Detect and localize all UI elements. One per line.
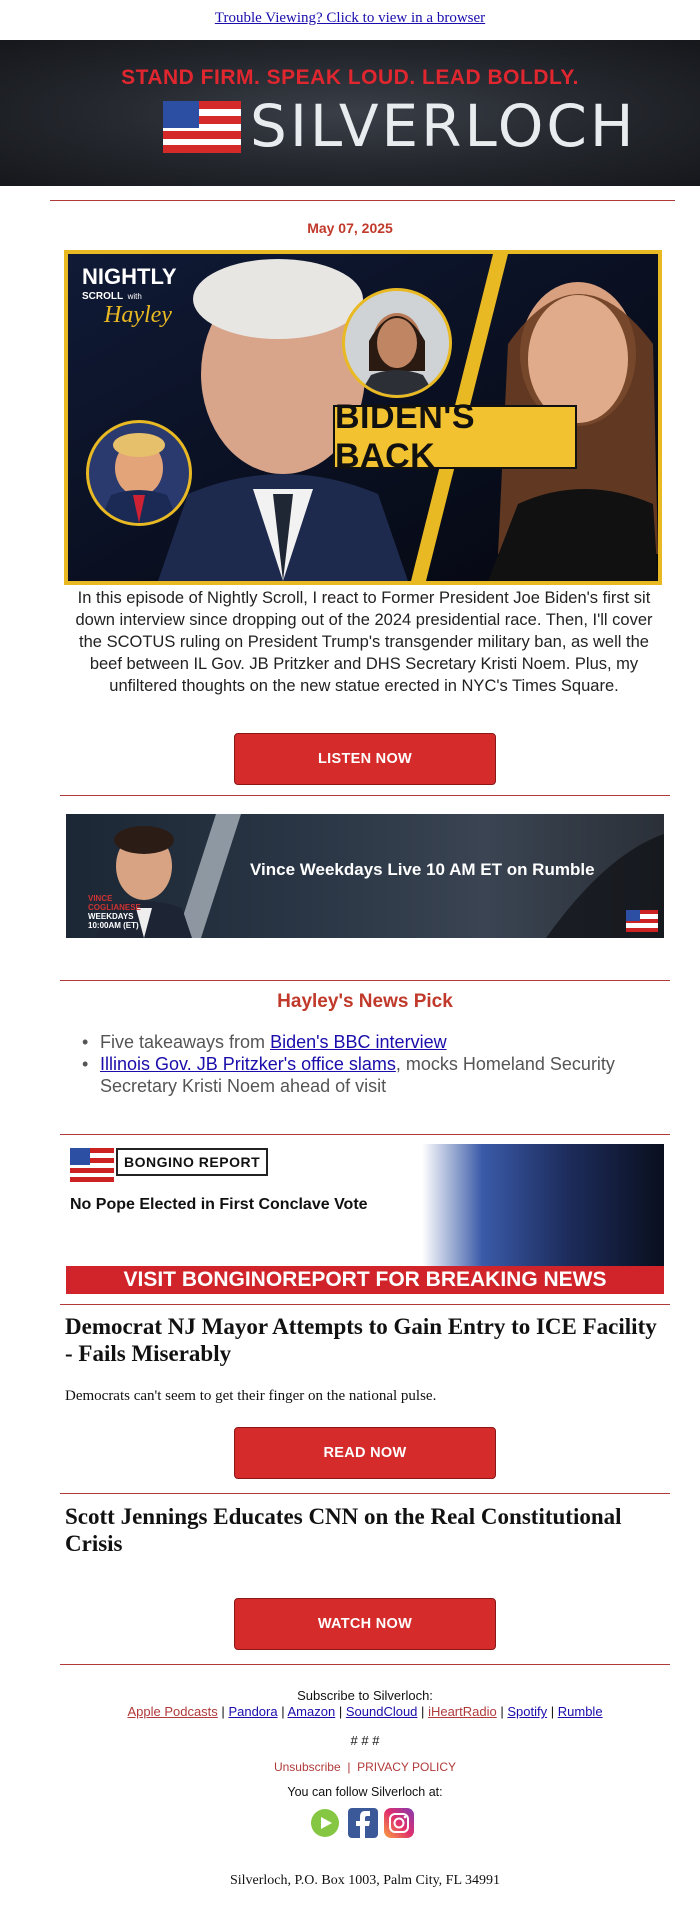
header-banner	[0, 40, 700, 186]
separator: |	[500, 1704, 504, 1719]
vince-small-time-1: WEEKDAYS	[88, 912, 134, 921]
instagram-icon[interactable]	[384, 1808, 414, 1843]
privacy-policy-link[interactable]: PRIVACY POLICY	[357, 1760, 457, 1774]
show-logo-line1: NIGHTLY	[82, 264, 177, 289]
platform-links	[0, 1704, 700, 1719]
separator: |	[421, 1704, 425, 1719]
news-pick-item	[78, 1031, 648, 1053]
separator: |	[550, 1704, 555, 1719]
vince-banner-text: Vince Weekdays Live 10 AM ET on Rumble	[250, 860, 595, 879]
follow-label: You can follow Silverloch at:	[287, 1785, 443, 1799]
iheartradio-link[interactable]: iHeartRadio	[428, 1704, 497, 1719]
vince-rumble-banner[interactable]	[66, 814, 664, 938]
bongino-logo: BONGINO REPORT	[116, 1148, 268, 1176]
trump-portrait	[86, 420, 192, 526]
separator: |	[221, 1704, 225, 1719]
brand-wordmark: SILVERLOCH	[250, 92, 637, 160]
bongino-report-banner[interactable]	[66, 1144, 664, 1294]
header-tagline: STAND FIRM. SPEAK LOUD. LEAD BOLDLY.	[121, 66, 579, 89]
issue-date: May 07, 2025	[307, 220, 393, 236]
vince-small-name-1: VINCE	[88, 894, 113, 903]
show-logo-with: with	[127, 292, 142, 301]
listen-now-button[interactable]: LISTEN NOW	[234, 733, 496, 785]
biden-bbc-link[interactable]: Biden's BBC interview	[270, 1032, 447, 1052]
rumble-link[interactable]: Rumble	[557, 1704, 603, 1719]
pandora-link[interactable]: Pandora	[228, 1704, 278, 1719]
episode-hero-image[interactable]	[64, 250, 662, 585]
separator: |	[281, 1704, 285, 1719]
legal-links: Unsubscribe | PRIVACY POLICY	[273, 1760, 457, 1774]
us-flag-icon	[163, 101, 241, 153]
show-logo	[82, 266, 192, 326]
news-pick-list	[78, 1031, 648, 1097]
watch-now-button[interactable]: WATCH NOW	[234, 1598, 496, 1650]
news-pick-suffix: , mocks Homeland Security Secretary Kristi Noem ahead of visit	[100, 1054, 615, 1096]
harris-portrait	[342, 288, 452, 398]
article1-title[interactable]: Democrat NJ Mayor Attempts to Gain Entry to ICE Facility - Fails Miserably	[65, 1314, 657, 1366]
episode-description: In this episode of Nightly Scroll, I react to Former President Joe Biden's first sit down interview since dropping out of the 2024 presidential race. Then, I'll cover the SCOTUS ruling on President Trump's transgender military ban, as well the beef between IL Gov. JB Pritzker and DHS Secretary Kristi Noem. Plus, my unfiltered thoughts on the new statue erected in NYC's Times Square.	[75, 589, 653, 695]
biden-back-label: BIDEN'S BACK	[335, 398, 476, 475]
article1-subtitle: Democrats can't seem to get their finger on the national pulse.	[65, 1388, 437, 1404]
read-now-button[interactable]: READ NOW	[234, 1427, 496, 1479]
spotify-link[interactable]: Spotify	[507, 1704, 548, 1719]
soundcloud-link[interactable]: SoundCloud	[345, 1704, 418, 1719]
subscribe-label: Subscribe to Silverloch:	[297, 1688, 433, 1703]
biden-back-banner	[333, 398, 577, 475]
view-in-browser-link[interactable]: Trouble Viewing? Click to view in a browser	[214, 10, 486, 26]
vince-small-name-2: COGLIANESE	[88, 903, 141, 912]
show-logo-name: Hayley	[104, 302, 172, 328]
news-pick-title: Hayley's News Pick	[277, 991, 453, 1012]
bongino-cta: VISIT BONGINOREPORT FOR BREAKING NEWS	[66, 1266, 664, 1294]
apple-podcasts-link[interactable]: Apple Podcasts	[127, 1704, 218, 1719]
us-flag-icon	[626, 910, 658, 932]
rumble-icon[interactable]	[310, 1808, 340, 1843]
vince-small-time-2: 10:00AM (ET)	[88, 921, 139, 930]
amazon-link[interactable]: Amazon	[287, 1704, 336, 1719]
unsubscribe-link[interactable]: Unsubscribe	[273, 1760, 341, 1774]
bongino-headline: No Pope Elected in First Conclave Vote	[70, 1196, 368, 1213]
hashes-divider: # # #	[350, 1733, 380, 1748]
news-pick-item	[78, 1053, 648, 1097]
mailing-address: Silverloch, P.O. Box 1003, Palm City, FL 34991	[229, 1873, 501, 1888]
news-pick-prefix: Five takeaways from	[100, 1032, 271, 1052]
pritzker-link[interactable]: Illinois Gov. JB Pritzker's office slams	[100, 1054, 396, 1074]
separator: |	[338, 1704, 343, 1719]
facebook-icon[interactable]	[348, 1808, 378, 1843]
show-logo-line2: SCROLL	[82, 291, 124, 302]
article2-title[interactable]: Scott Jennings Educates CNN on the Real Constitutional Crisis	[65, 1504, 622, 1556]
us-flag-icon	[70, 1148, 114, 1182]
